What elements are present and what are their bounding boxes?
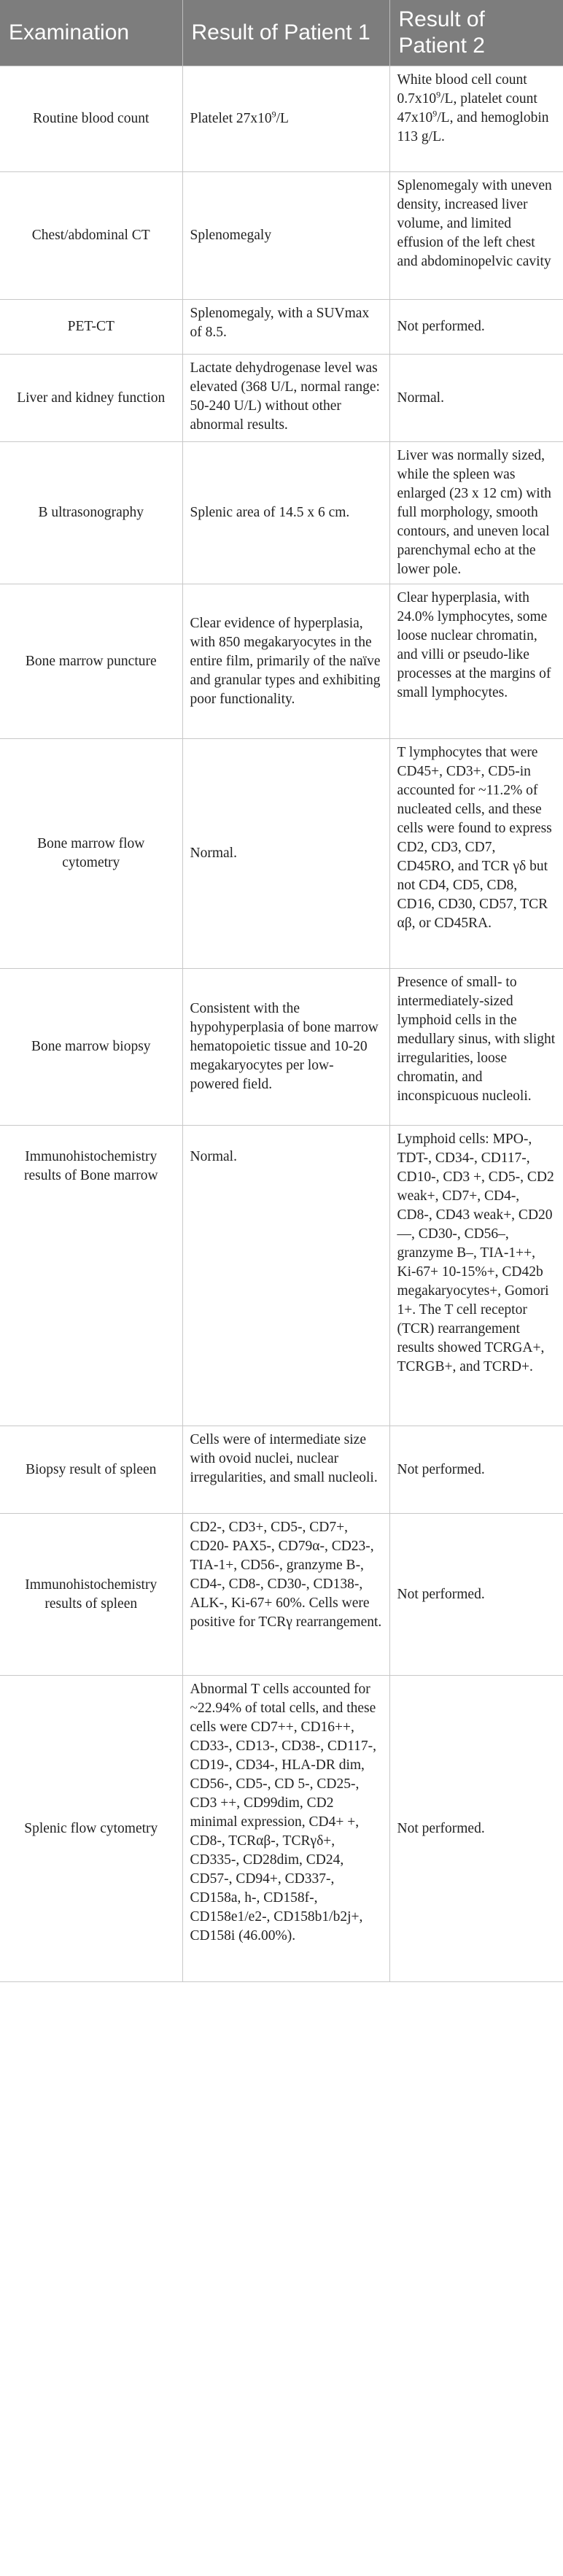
patient-2-cell: T lymphocytes that were CD45+, CD3+, CD5-in accounted for ~11.2% of nucleated cells, and these cells were found to express CD2, CD3, CD7, CD45RO, and TCR γδ but not CD4, CD5, CD8, CD16, CD30, CD57, TCR αβ, or CD45RA.	[389, 739, 563, 969]
exam-cell: Routine blood count	[0, 66, 182, 172]
p2-text: White blood cell count 0.7x10	[397, 72, 527, 107]
p2-text: /L, platelet count 47x10	[397, 91, 537, 125]
header-row	[0, 0, 563, 66]
table-row	[0, 442, 563, 584]
patient-2-cell: Not performed.	[389, 1514, 563, 1676]
exam-cell: Bone marrow flow cytometry	[0, 739, 182, 969]
patient-1-cell: Normal.	[182, 1126, 389, 1426]
p1-text: /L	[276, 111, 289, 126]
patient-2-cell: Not performed.	[389, 1426, 563, 1514]
patient-2-cell: Splenomegaly with uneven density, increased liver volume, and limited effusion of the left chest and abdominopelvic cavity	[389, 172, 563, 300]
p2-text: /L, and hemoglobin 113 g/L.	[397, 110, 549, 144]
patient-1-cell: Lactate dehydrogenase level was elevated (368 U/L, normal range: 50-240 U/L) without other abnormal results.	[182, 355, 389, 442]
patient-2-cell: Presence of small- to intermediately-sized lymphoid cells in the medullary sinus, with slight irregularities, loose chromatin, and inconspicuous nucleoli.	[389, 969, 563, 1126]
header-examination: Examination	[0, 0, 182, 66]
exam-cell: Immunohistochemistry results of Bone marrow	[0, 1126, 182, 1426]
patient-1-cell: Clear evidence of hyperplasia, with 850 megakaryocytes in the entire film, primarily of the naïve and granular types and exhibiting poor functionality.	[182, 584, 389, 739]
table-row	[0, 66, 563, 172]
patient-2-cell: Clear hyperplasia, with 24.0% lymphocytes, some loose nuclear chromatin, and villi or pseudo-like processes at the margins of small lymphocytes.	[389, 584, 563, 739]
patient-2-cell: Not performed.	[389, 300, 563, 355]
exam-cell: PET-CT	[0, 300, 182, 355]
patient-2-cell: Lymphoid cells: MPO-, TDT-, CD34-, CD117-, CD10-, CD3 +, CD5-, CD2 weak+, CD7+, CD4-, CD8-, CD43 weak+, CD20—, CD30-, CD56–, granzyme B–, TIA-1++, Ki-67+ 10-15%+, CD42b megakaryocytes+, Gomori 1+. The T cell receptor (TCR) rearrangement results showed TCRGA+, TCRGB+, and TCRD+.	[389, 1126, 563, 1426]
header-patient-2: Result of Patient 2	[389, 0, 563, 66]
patient-2-cell: Normal.	[389, 355, 563, 442]
patient-2-cell: Not performed.	[389, 1676, 563, 1982]
table-row	[0, 1514, 563, 1676]
exam-cell: B ultrasonography	[0, 442, 182, 584]
exam-cell: Bone marrow puncture	[0, 584, 182, 739]
patient-2-cell: Liver was normally sized, while the spleen was enlarged (23 x 12 cm) with full morphology, smooth contours, and uneven local parenchymal echo at the lower pole.	[389, 442, 563, 584]
patient-1-cell: CD2-, CD3+, CD5-, CD7+, CD20- PAX5-, CD79α-, CD23-, TIA-1+, CD56-, granzyme B-, CD4-, CD8-, CD30-, CD138-, ALK-, Ki-67+ 60%. Cells were positive for TCRγ rearrangement.	[182, 1514, 389, 1676]
patient-1-cell: Abnormal T cells accounted for ~22.94% of total cells, and these cells were CD7++, CD16++, CD33-, CD13-, CD38-, CD117-, CD19-, CD34-, HLA-DR dim, CD56-, CD5-, CD 5-, CD25-, CD3 ++, CD99dim, CD2 minimal expression, CD4+ +, CD8-, TCRαβ-, TCRγδ+, CD335-, CD28dim, CD24, CD57-, CD94+, CD337-, CD158a, h-, CD158f-, CD158e1/e2-, CD158b1/b2j+, CD158i (46.00%).	[182, 1676, 389, 1982]
patient-1-cell: Normal.	[182, 739, 389, 969]
table-row	[0, 300, 563, 355]
exam-cell: Biopsy result of spleen	[0, 1426, 182, 1514]
table-row	[0, 1126, 563, 1426]
patient-1-cell: Splenomegaly	[182, 172, 389, 300]
table-row	[0, 584, 563, 739]
superscript: 9	[432, 108, 438, 119]
table-row	[0, 969, 563, 1126]
patient-1-cell: Splenomegaly, with a SUVmax of 8.5.	[182, 300, 389, 355]
patient-1-cell: Cells were of intermediate size with ovoid nuclei, nuclear irregularities, and small nucleoli.	[182, 1426, 389, 1514]
exam-cell: Immunohistochemistry results of spleen	[0, 1514, 182, 1676]
table-row	[0, 1426, 563, 1514]
patient-1-cell: Consistent with the hypohyperplasia of bone marrow hematopoietic tissue and 10-20 megakaryocytes per low-powered field.	[182, 969, 389, 1126]
p1-text: Platelet 27x10	[190, 111, 272, 126]
superscript: 9	[271, 109, 276, 120]
exam-cell: Liver and kidney function	[0, 355, 182, 442]
table-row	[0, 355, 563, 442]
header-patient-1: Result of Patient 1	[182, 0, 389, 66]
table-row	[0, 1676, 563, 1982]
exam-cell: Splenic flow cytometry	[0, 1676, 182, 1982]
patient-2-cell	[389, 66, 563, 172]
exam-cell: Bone marrow biopsy	[0, 969, 182, 1126]
patient-1-cell: Splenic area of 14.5 x 6 cm.	[182, 442, 389, 584]
exam-cell: Chest/abdominal CT	[0, 172, 182, 300]
table-row	[0, 739, 563, 969]
patient-1-cell	[182, 66, 389, 172]
table-row	[0, 172, 563, 300]
superscript: 9	[436, 89, 441, 100]
